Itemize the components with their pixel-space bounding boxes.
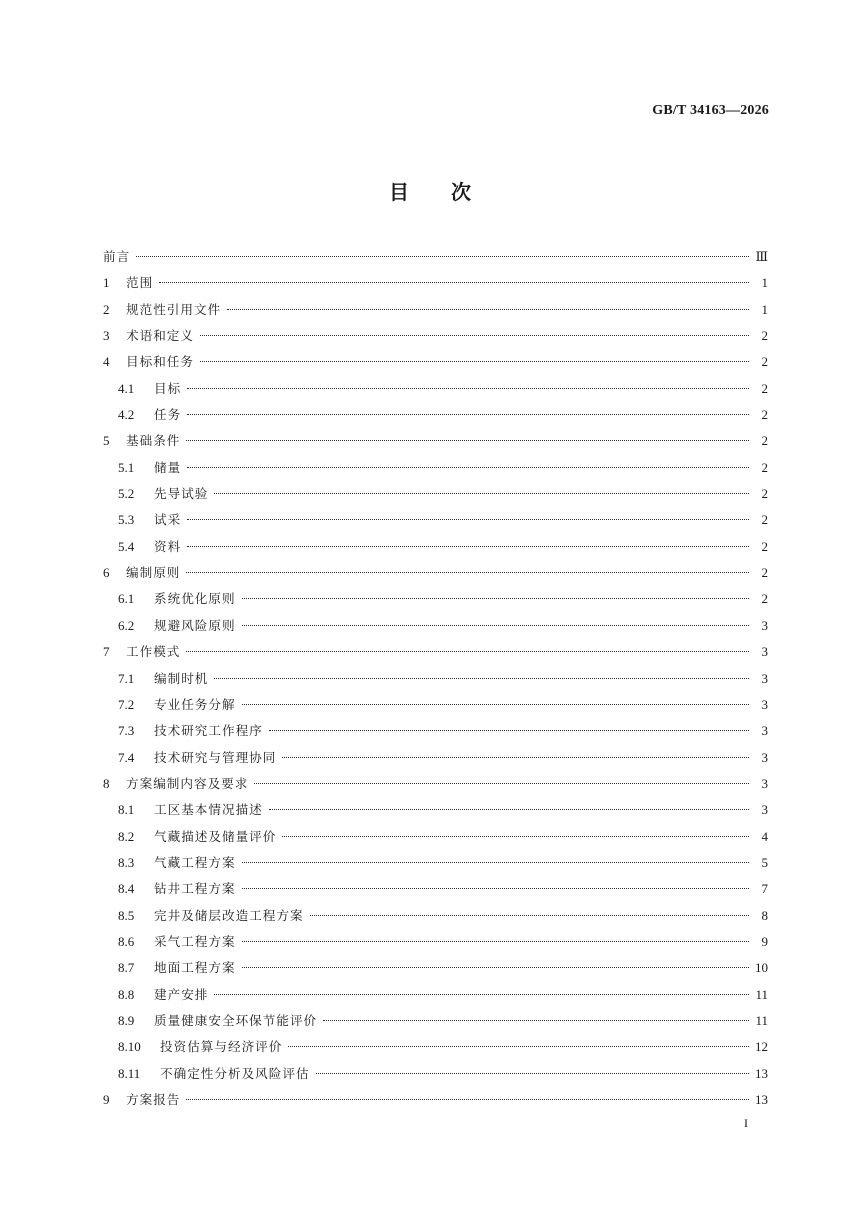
toc-leader-dots — [200, 361, 749, 362]
toc-entry[interactable] — [103, 1034, 768, 1060]
toc-entry-label: 编制时机 — [154, 670, 209, 686]
toc-entry-label: 方案编制内容及要求 — [126, 775, 249, 791]
toc-entry-number: 7.3 — [118, 723, 135, 739]
toc-entry-number: 9 — [103, 1092, 110, 1107]
toc-entry-number: 8.2 — [118, 828, 135, 844]
page-title-char-2: 次 — [451, 180, 471, 204]
toc-entry-page: 3 — [761, 802, 768, 818]
toc-entry-label: 范围 — [126, 275, 154, 291]
toc-entry-number: 6.2 — [118, 617, 135, 633]
page-title-char-1: 目 — [389, 180, 409, 204]
toc-entry[interactable] — [103, 692, 768, 718]
toc-entry[interactable] — [103, 1087, 768, 1113]
toc-entry[interactable] — [103, 982, 768, 1008]
toc-entry-label: 质量健康安全环保节能评价 — [154, 1012, 318, 1028]
toc-leader-dots — [186, 651, 749, 652]
toc-entry-page: 2 — [761, 407, 768, 423]
toc-entry-label: 气藏工程方案 — [154, 854, 236, 870]
toc-entry-page: 3 — [761, 696, 768, 712]
toc-entry[interactable] — [103, 534, 768, 560]
toc-entry[interactable] — [103, 323, 768, 349]
toc-leader-dots — [242, 704, 749, 705]
toc-leader-dots — [242, 598, 749, 599]
toc-entry[interactable] — [103, 428, 768, 454]
toc-leader-dots — [186, 572, 749, 573]
toc-entry-label: 方案报告 — [126, 1092, 181, 1107]
toc-entry-number: 8.9 — [118, 1012, 135, 1028]
toc-entry-label: 采气工程方案 — [154, 933, 236, 949]
toc-entry-label: 气藏描述及储量评价 — [154, 828, 277, 844]
toc-entry-label: 目标 — [154, 380, 182, 396]
toc-leader-dots — [316, 1073, 749, 1074]
toc-entry-label: 工作模式 — [126, 644, 181, 660]
toc-entry-label: 资料 — [154, 538, 182, 554]
toc-entry-number: 4.1 — [118, 380, 135, 396]
toc-entry[interactable] — [103, 745, 768, 771]
toc-entry-number: 5.1 — [118, 459, 135, 475]
toc-entry-page: 2 — [761, 328, 768, 344]
toc-entry-page: 3 — [761, 723, 768, 739]
toc-entry[interactable] — [103, 1061, 768, 1087]
toc-entry-number: 7 — [103, 644, 110, 660]
toc-entry-page: 13 — [755, 1092, 768, 1107]
toc-entry-number: 5 — [103, 433, 110, 449]
toc-entry[interactable] — [103, 771, 768, 797]
toc-entry[interactable] — [103, 903, 768, 929]
toc-leader-dots — [269, 809, 749, 810]
toc-entry[interactable] — [103, 507, 768, 533]
toc-entry[interactable] — [103, 481, 768, 507]
toc-entry[interactable] — [103, 824, 768, 850]
toc-entry-page: 2 — [761, 512, 768, 528]
toc-entry-number: 8 — [103, 775, 110, 791]
toc-entry-number: 6.1 — [118, 591, 135, 607]
toc-entry-label: 试采 — [154, 512, 182, 528]
toc-entry-page: 8 — [761, 907, 768, 923]
toc-entry-number: 5.3 — [118, 512, 135, 528]
toc-entry-page: 2 — [761, 380, 768, 396]
toc-entry[interactable] — [103, 955, 768, 981]
toc-entry[interactable] — [103, 376, 768, 402]
toc-entry-number: 8.5 — [118, 907, 135, 923]
toc-entry-label: 基础条件 — [126, 433, 181, 449]
toc-entry-number: 8.6 — [118, 933, 135, 949]
toc-entry-number: 7.1 — [118, 670, 135, 686]
toc-entry[interactable] — [103, 666, 768, 692]
toc-entry-page: 2 — [761, 459, 768, 475]
toc-leader-dots — [200, 335, 749, 336]
toc-entry-number: 7.4 — [118, 749, 135, 765]
toc-entry-page: 9 — [761, 933, 768, 949]
toc-leader-dots — [186, 440, 749, 441]
toc-entry-number: 8.11 — [118, 1065, 141, 1081]
toc-entry-number: 8.1 — [118, 802, 135, 818]
toc-entry[interactable] — [103, 402, 768, 428]
toc-entry-page: 2 — [761, 591, 768, 607]
toc-entry-number: 3 — [103, 328, 110, 344]
toc-entry-label: 目标和任务 — [126, 354, 194, 370]
toc-entry-number: 2 — [103, 301, 110, 317]
toc-entry-number: 4 — [103, 354, 110, 370]
toc-leader-dots — [323, 1020, 749, 1021]
toc-entry[interactable] — [103, 560, 768, 586]
toc-entry-page: 3 — [761, 644, 768, 660]
toc-entry-label: 完井及储层改造工程方案 — [154, 907, 304, 923]
toc-entry-page: 3 — [761, 749, 768, 765]
toc-entry-page: 11 — [755, 1012, 768, 1028]
toc-entry-page: 1 — [761, 275, 768, 291]
toc-leader-dots — [242, 862, 749, 863]
toc-entry-number: 1 — [103, 275, 110, 291]
toc-entry-page: 2 — [761, 565, 768, 581]
toc-entry-label: 规范性引用文件 — [126, 301, 222, 317]
toc-leader-dots — [214, 994, 749, 995]
toc-entry-number: 8.7 — [118, 960, 135, 976]
toc-entry-number: 7.2 — [118, 696, 135, 712]
toc-entry[interactable] — [103, 613, 768, 639]
toc-entry-label: 编制原则 — [126, 565, 181, 581]
toc-leader-dots — [186, 1099, 749, 1100]
toc-leader-dots — [254, 783, 749, 784]
toc-entry[interactable] — [103, 349, 768, 375]
toc-entry-label: 钻井工程方案 — [154, 881, 236, 897]
toc-entry[interactable] — [103, 929, 768, 955]
table-of-contents — [103, 244, 768, 1113]
toc-entry-number: 6 — [103, 565, 110, 581]
toc-entry-page: 12 — [755, 1039, 768, 1055]
toc-leader-dots — [288, 1046, 749, 1047]
toc-leader-dots — [159, 282, 749, 283]
toc-leader-dots — [242, 941, 749, 942]
toc-entry[interactable] — [103, 297, 768, 323]
toc-entry-page: 11 — [755, 986, 768, 1002]
toc-entry-number: 8.10 — [118, 1039, 141, 1055]
toc-leader-dots — [282, 836, 749, 837]
toc-entry-label: 储量 — [154, 459, 182, 475]
toc-leader-dots — [242, 625, 749, 626]
toc-entry[interactable] — [103, 244, 768, 270]
toc-entry-page: 2 — [761, 486, 768, 502]
toc-entry[interactable] — [103, 270, 768, 296]
toc-entry[interactable] — [103, 718, 768, 744]
toc-entry-label: 工区基本情况描述 — [154, 802, 263, 818]
toc-entry-page: 3 — [761, 670, 768, 686]
toc-entry-label: 建产安排 — [154, 986, 209, 1002]
toc-entry-page: 4 — [761, 828, 768, 844]
toc-leader-dots — [242, 967, 749, 968]
toc-leader-dots — [242, 888, 749, 889]
toc-entry-page: 2 — [761, 354, 768, 370]
toc-leader-dots — [227, 309, 749, 310]
toc-leader-dots — [214, 678, 749, 679]
toc-entry-label: 先导试验 — [154, 486, 209, 502]
toc-entry[interactable] — [103, 797, 768, 823]
toc-entry-number: 8.4 — [118, 881, 135, 897]
toc-entry-label: 前言 — [103, 249, 131, 264]
toc-leader-dots — [187, 388, 749, 389]
toc-leader-dots — [187, 546, 749, 547]
toc-entry-page: 7 — [761, 881, 768, 897]
toc-entry-page: 1 — [761, 301, 768, 317]
toc-entry-label: 系统优化原则 — [154, 591, 236, 607]
toc-entry-number: 5.4 — [118, 538, 135, 554]
toc-entry-number: 4.2 — [118, 407, 135, 423]
toc-entry-label: 不确定性分析及风险评估 — [160, 1065, 310, 1081]
toc-entry-page: 13 — [755, 1065, 768, 1081]
toc-entry[interactable] — [103, 586, 768, 612]
toc-entry-page: Ⅲ — [755, 249, 768, 264]
toc-leader-dots — [187, 467, 749, 468]
page-title — [0, 176, 860, 205]
toc-entry-number: 8.3 — [118, 854, 135, 870]
standard-code: GB/T 34163—2026 — [652, 103, 769, 118]
toc-entry[interactable] — [103, 850, 768, 876]
toc-entry-label: 术语和定义 — [126, 328, 194, 344]
toc-leader-dots — [310, 915, 749, 916]
toc-entry-label: 任务 — [154, 407, 182, 423]
toc-entry[interactable] — [103, 1008, 768, 1034]
toc-entry[interactable] — [103, 876, 768, 902]
toc-entry-number: 8.8 — [118, 986, 135, 1002]
toc-entry-label: 规避风险原则 — [154, 617, 236, 633]
toc-entry-label: 专业任务分解 — [154, 696, 236, 712]
toc-entry-label: 技术研究与管理协同 — [154, 749, 277, 765]
toc-entry-page: 10 — [755, 960, 768, 976]
toc-leader-dots — [269, 730, 749, 731]
toc-entry-label: 技术研究工作程序 — [154, 723, 263, 739]
toc-entry-page: 2 — [761, 433, 768, 449]
page-number: I — [744, 1116, 748, 1130]
toc-leader-dots — [187, 519, 749, 520]
toc-leader-dots — [282, 757, 749, 758]
toc-entry-number: 5.2 — [118, 486, 135, 502]
toc-leader-dots — [187, 414, 749, 415]
toc-entry-page: 3 — [761, 617, 768, 633]
toc-entry-label: 地面工程方案 — [154, 960, 236, 976]
toc-leader-dots — [214, 493, 749, 494]
toc-entry[interactable] — [103, 639, 768, 665]
toc-leader-dots — [136, 256, 749, 257]
toc-entry-page: 5 — [761, 854, 768, 870]
toc-entry-page: 2 — [761, 538, 768, 554]
toc-entry[interactable] — [103, 455, 768, 481]
toc-entry-label: 投资估算与经济评价 — [160, 1039, 283, 1055]
toc-entry-page: 3 — [761, 775, 768, 791]
